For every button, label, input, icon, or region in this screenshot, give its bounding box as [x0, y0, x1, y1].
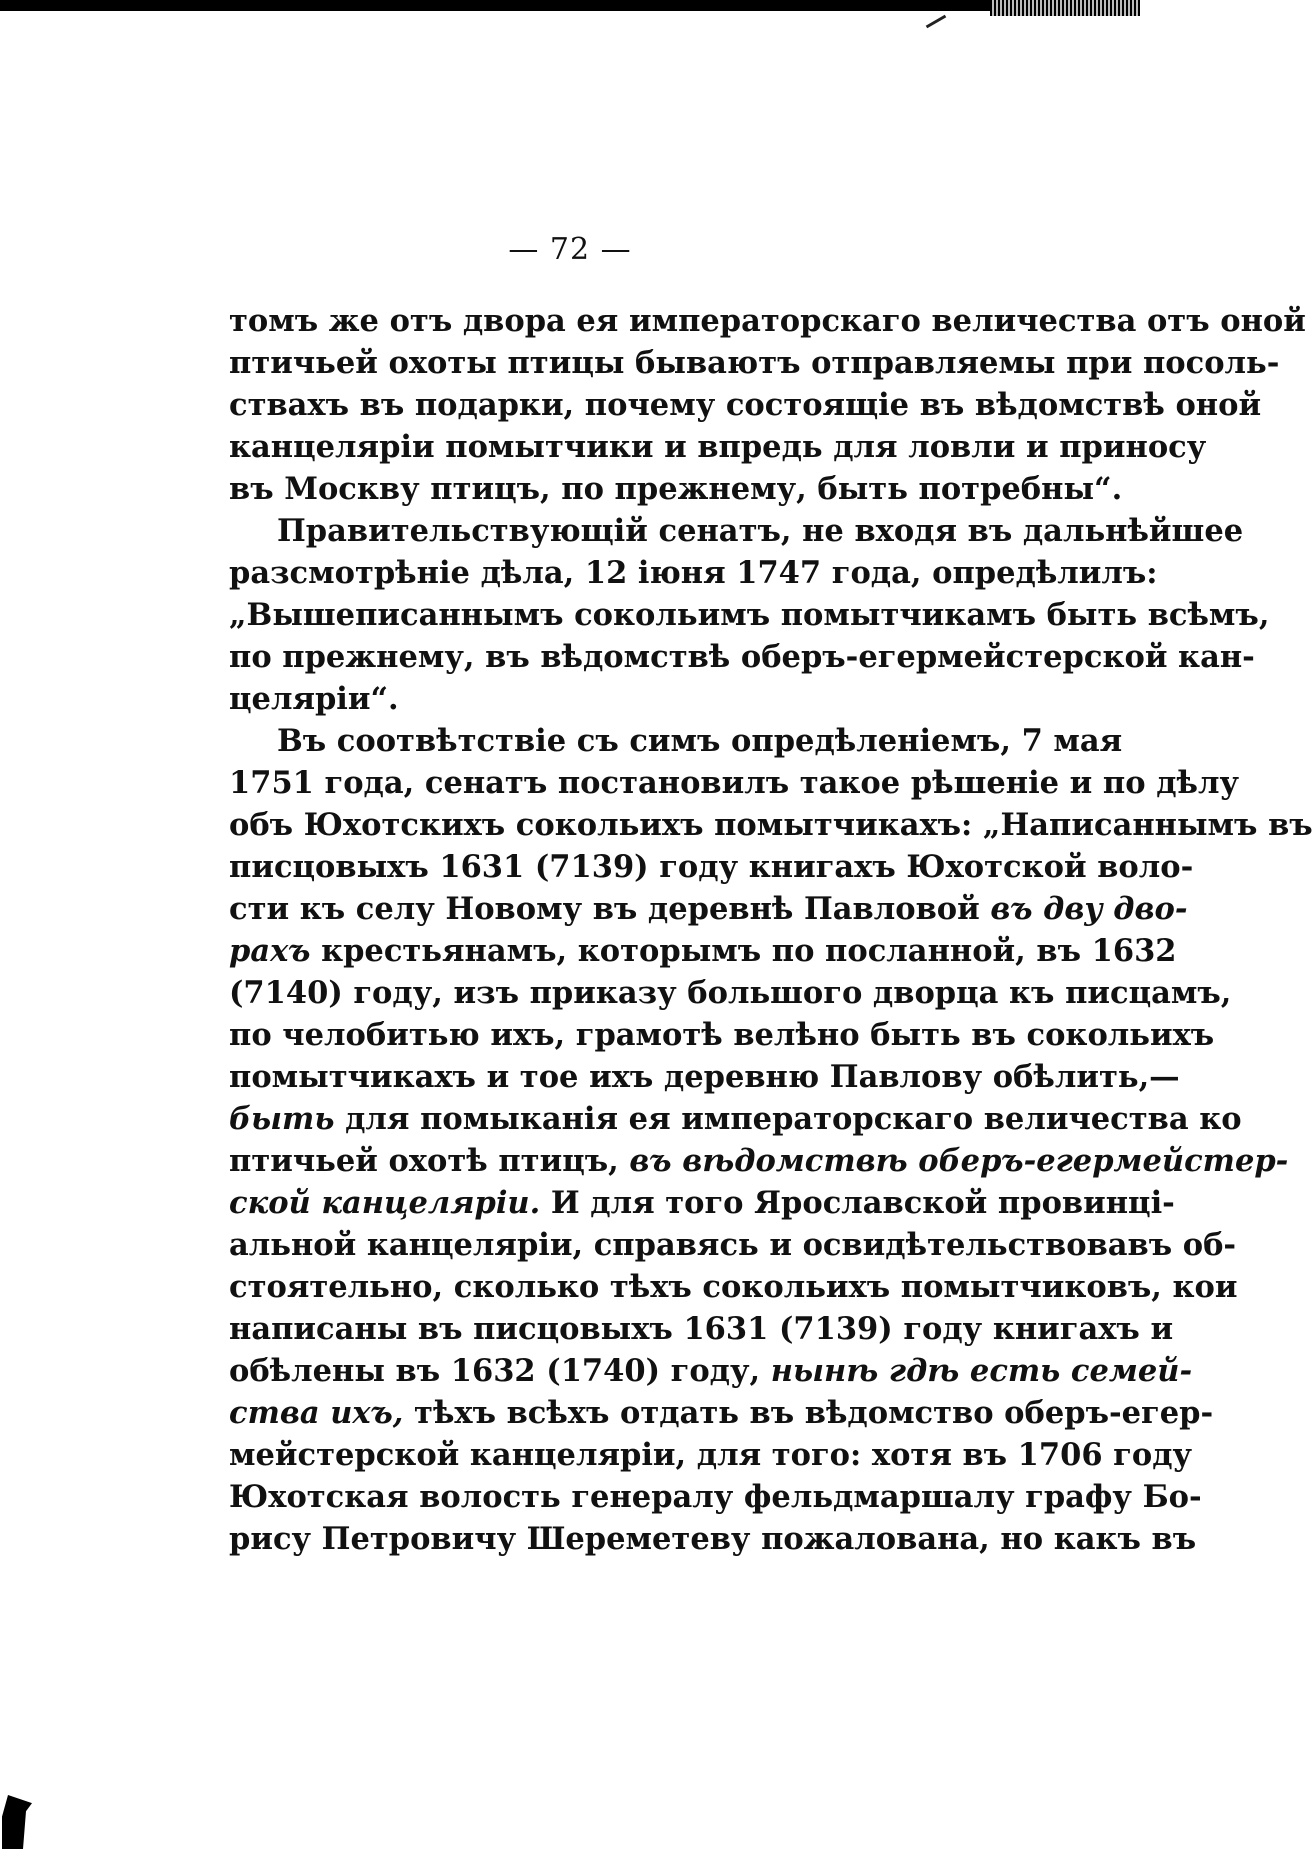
italic-span: рахъ — [229, 933, 311, 969]
italic-span: въ вѣдомствѣ оберъ-егермейстер- — [629, 1143, 1289, 1179]
italic-span: нынѣ гдѣ есть семей- — [770, 1353, 1193, 1389]
text-line: 1751 года, сенатъ постановилъ такое рѣшеніе и по дѣлу — [229, 765, 1240, 801]
text-span: И для того Ярославской провинці- — [550, 1185, 1175, 1221]
text-line: по прежнему, въ вѣдомствѣ оберъ-егермейстерской кан- — [229, 639, 1255, 675]
text-line: объ Юхотскихъ сокольихъ помытчикахъ: „Написаннымъ въ — [229, 807, 1313, 843]
text-line: Юхотская волость генералу фельдмаршалу графу Бо- — [229, 1479, 1202, 1515]
text-span: обѣлены въ 1632 (1740) году, — [229, 1353, 761, 1389]
text-line: писцовыхъ 1631 (7139) году книгахъ Юхотской воло- — [229, 849, 1194, 885]
text-line: альной канцеляріи, справясь и освидѣтельствовавъ об- — [229, 1227, 1237, 1263]
text-line — [229, 1350, 1193, 1392]
text-line: „Вышеписаннымъ сокольимъ помытчикамъ быть всѣмъ, — [229, 597, 1270, 633]
text-line — [229, 1182, 1175, 1224]
text-line: (7140) году, изъ приказу большого дворца къ писцамъ, — [229, 975, 1232, 1011]
text-line: ствахъ въ подарки, почему состоящіе въ вѣдомствѣ оной — [229, 387, 1262, 423]
scan-top-border — [0, 0, 1140, 11]
text-line: томъ же отъ двора ея императорскаго величества отъ оной — [229, 303, 1306, 339]
text-line: канцеляріи помытчики и впредь для ловли и приносу — [229, 429, 1207, 465]
scan-top-border-edge — [990, 0, 1140, 16]
text-line — [229, 888, 1188, 930]
page-number: — 72 — — [508, 232, 632, 267]
pencil-mark — [926, 15, 947, 29]
text-line: рису Петровичу Шереметеву пожалована, но какъ въ — [229, 1521, 1197, 1557]
text-span: крестьянамъ, которымъ по посланной, въ 1632 — [321, 933, 1177, 969]
scan-corner-mark — [2, 1795, 32, 1849]
text-line: по челобитью ихъ, грамотѣ велѣно быть въ сокольихъ — [229, 1017, 1215, 1053]
text-line: написаны въ писцовыхъ 1631 (7139) году книгахъ и — [229, 1311, 1174, 1347]
text-line — [229, 1392, 1214, 1434]
text-span: сти къ селу Новому въ деревнѣ Павловой — [229, 891, 980, 927]
body-text — [229, 300, 1313, 1560]
text-line: Правительствующій сенатъ, не входя въ дальнѣйшее — [277, 513, 1244, 549]
italic-span: ской канцеляріи. — [229, 1185, 541, 1221]
italic-span: въ дву дво- — [990, 891, 1188, 927]
text-line: мейстерской канцеляріи, для того: хотя въ 1706 году — [229, 1437, 1193, 1473]
text-line — [229, 930, 1177, 972]
italic-span: быть — [229, 1101, 335, 1137]
text-line — [229, 1140, 1289, 1182]
text-span: тѣхъ всѣхъ отдать въ вѣдомство оберъ-егер- — [414, 1395, 1214, 1431]
text-line — [229, 1098, 1242, 1140]
text-line: въ Москву птицъ, по прежнему, быть потребны“. — [229, 471, 1123, 507]
text-line: целяріи“. — [229, 681, 399, 717]
text-span: для помыканія ея императорскаго величества ко — [345, 1101, 1242, 1137]
text-line: помытчикахъ и тое ихъ деревню Павлову обѣлить,— — [229, 1059, 1180, 1095]
text-line: птичьей охоты птицы бываютъ отправляемы при посоль- — [229, 345, 1280, 381]
text-line: стоятельно, сколько тѣхъ сокольихъ помытчиковъ, кои — [229, 1269, 1238, 1305]
text-span: птичьей охотѣ птицъ, — [229, 1143, 619, 1179]
italic-span: ства ихъ, — [229, 1395, 404, 1431]
text-line: разсмотрѣніе дѣла, 12 іюня 1747 года, опредѣлилъ: — [229, 555, 1158, 591]
text-line: Въ соотвѣтствіе съ симъ опредѣленіемъ, 7 мая — [277, 723, 1123, 759]
